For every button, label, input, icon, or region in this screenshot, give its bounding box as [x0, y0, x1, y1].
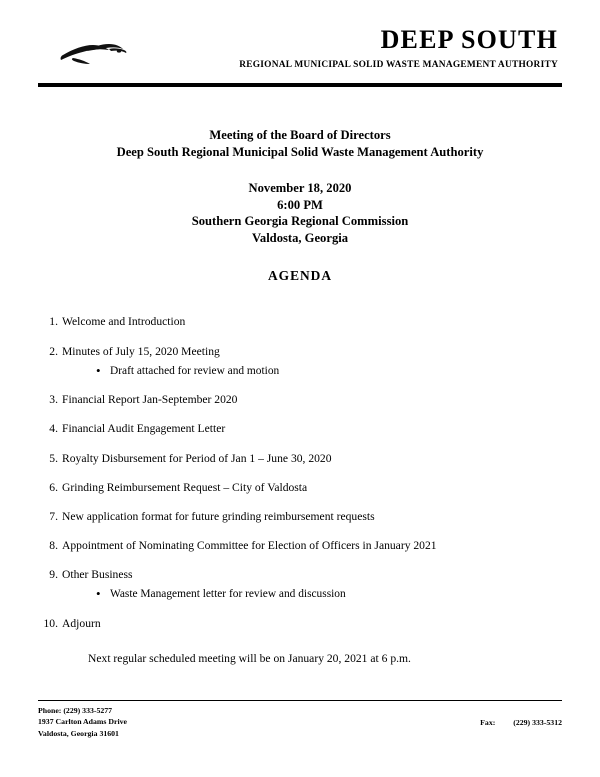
- list-item: [49, 344, 548, 379]
- logo-container: [38, 26, 148, 74]
- brand-title: DEEP SOUTH: [380, 25, 558, 54]
- footer-divider: [38, 700, 562, 702]
- meeting-title-line-1: Meeting of the Board of Directors: [209, 128, 391, 142]
- brand-block: [148, 26, 562, 70]
- list-item: [49, 451, 548, 466]
- closing-note: Next regular scheduled meeting will be on January 20, 2021 at 6 p.m.: [88, 651, 411, 665]
- list-item: [49, 567, 548, 602]
- agenda-item-text: Welcome and Introduction: [62, 315, 186, 329]
- list-item: [43, 616, 548, 631]
- meeting-location: Southern Georgia Regional Commission: [191, 214, 409, 229]
- agenda-item-text: Minutes of July 15, 2020 Meeting: [62, 344, 220, 358]
- agenda-item-text: Royalty Disbursement for Period of Jan 1 – June 30, 2020: [62, 451, 332, 465]
- agenda-item-text: Other Business: [62, 567, 133, 581]
- agenda-subitem-list: [62, 364, 548, 379]
- meeting-city: Valdosta, Georgia: [251, 230, 349, 245]
- agenda-item-number: 8.: [49, 538, 58, 552]
- agenda-item-number: 1.: [49, 315, 58, 329]
- meeting-title-block: [0, 127, 600, 161]
- agenda-item-text: Financial Report Jan-September 2020: [62, 393, 238, 407]
- bullet-icon: •: [96, 585, 101, 601]
- list-item: [49, 538, 548, 553]
- agenda-item-number: 4.: [49, 422, 58, 436]
- list-item: [96, 362, 548, 379]
- flying-bird-logo-icon: [57, 34, 129, 74]
- agenda-subitem-text: Waste Management letter for review and discussion: [110, 587, 346, 600]
- header-divider: [38, 83, 562, 87]
- list-item: [49, 480, 548, 495]
- meeting-title-line-2: Deep South Regional Municipal Solid Waste Management Authority: [116, 145, 484, 159]
- bullet-icon: •: [96, 362, 101, 378]
- agenda-item-text: Grinding Reimbursement Request – City of Valdosta: [62, 480, 308, 494]
- agenda-item-text: New application format for future grinding reimbursement requests: [62, 509, 375, 523]
- agenda-item-text: Appointment of Nominating Committee for Election of Officers in January 2021: [62, 538, 437, 552]
- agenda-list: [0, 314, 600, 630]
- footer-fax-label: Fax:: [480, 718, 496, 728]
- footer-fax-number: (229) 333-5312: [513, 718, 562, 728]
- agenda-item-number: 9.: [49, 567, 58, 581]
- meeting-time: 6:00 PM: [277, 197, 323, 212]
- agenda-item-text: Financial Audit Engagement Letter: [62, 422, 226, 436]
- agenda-item-number: 5.: [49, 451, 58, 465]
- brand-subtitle: REGIONAL MUNICIPAL SOLID WASTE MANAGEMENT AUTHORITY: [239, 60, 558, 71]
- list-item: [49, 509, 548, 524]
- agenda-item-number: 10.: [43, 616, 58, 630]
- meeting-date: November 18, 2020: [248, 181, 352, 195]
- list-item: [49, 392, 548, 407]
- agenda-item-number: 6.: [49, 480, 58, 494]
- footer-address-line-1: 1937 Carlton Adams Drive: [38, 717, 128, 727]
- agenda-subitem-text: Draft attached for review and motion: [110, 364, 280, 377]
- list-item: [49, 421, 548, 436]
- agenda-item-number: 7.: [49, 509, 58, 523]
- letterhead: [0, 0, 600, 74]
- list-item: [49, 314, 548, 329]
- list-item: [96, 585, 548, 602]
- agenda-item-number: 2.: [49, 344, 58, 358]
- footer-fax-block: [480, 705, 562, 728]
- footer-contact-block: [38, 705, 127, 739]
- meeting-details-block: [0, 180, 600, 246]
- footer: [38, 700, 562, 739]
- agenda-subitem-list: [62, 587, 548, 602]
- agenda-item-number: 3.: [49, 393, 58, 407]
- footer-phone: Phone: (229) 333-5277: [38, 706, 113, 716]
- agenda-heading: AGENDA: [267, 268, 333, 284]
- footer-address-line-2: Valdosta, Georgia 31601: [38, 728, 119, 738]
- agenda-item-text: Adjourn: [62, 616, 101, 630]
